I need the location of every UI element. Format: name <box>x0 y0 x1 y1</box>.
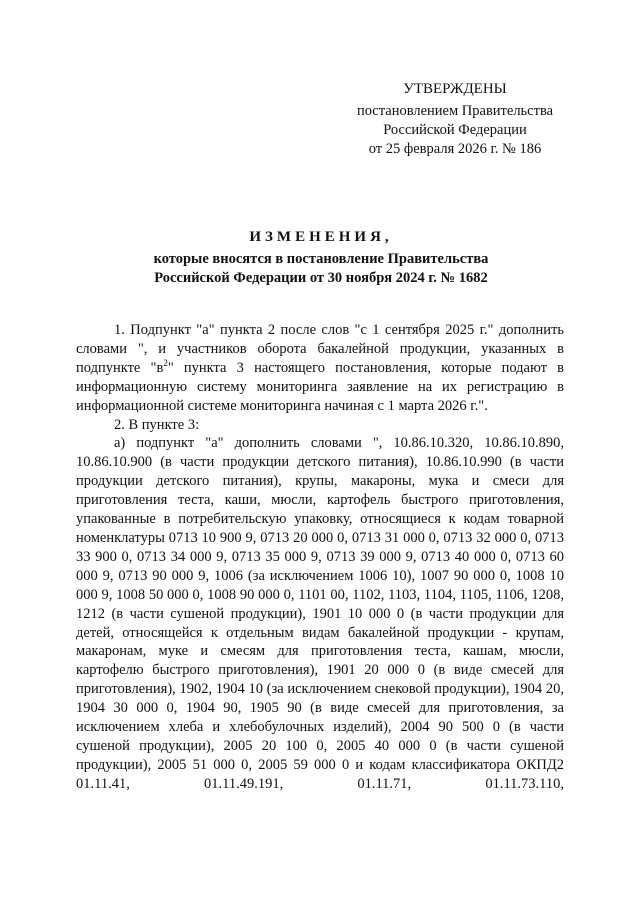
approval-line-2: Российской Федерации <box>383 122 527 138</box>
approval-stamp-title: УТВЕРЖДЕНЫ <box>403 81 507 97</box>
paragraph-1-part-a: 1. Подпункт "а" пункта 2 после слов "с 1 сентября 2025 г." дополнить словами ", и участников оборота бакалейной продукции, указанных в подпункте "в <box>76 322 564 376</box>
approval-line-3: от 25 февраля 2026 г. № 186 <box>368 141 542 157</box>
document-title: ИЗМЕНЕНИЯ, <box>249 229 393 245</box>
paragraph-1-part-b: " пункта 3 настоящего постановления, которые подают в информационную систему мониторинга заявление на их регистрацию в информационной системе мониторинга начиная с 1 марта 2026 г.". <box>76 359 564 414</box>
document-subtitle <box>70 250 572 288</box>
paragraph-1 <box>76 321 564 416</box>
document-body <box>76 321 564 794</box>
approval-line-1: постановлением Правительства <box>356 103 554 119</box>
document-subtitle-line-1: которые вносятся в постановление Правительства <box>153 251 489 267</box>
paragraph-2: 2. В пункте 3: <box>114 416 200 433</box>
document-subtitle-line-2: Российской Федерации от 30 ноября 2024 г. № 1682 <box>154 270 488 286</box>
paragraph-3: а) подпункт "а" дополнить словами ", 10.86.10.320, 10.86.10.890, 10.86.10.900 (в части продукции детского питания), 10.86.10.990 (в части продукции детского питания), крупы, макароны, мука и смеси для приготовления теста, каши, мюсли, картофель быстрого приготовления, упакованные в потребительскую упаковку, относящиеся к кодам товарной номенклатуры 0713 10 900 9, 0713 20 000 0, 0713 31 000 0, 0713 32 000 0, 0713 33 900 0, 0713 34 000 9, 0713 35 000 9, 0713 39 000 9, 0713 40 000 0, 0713 60 000 9, 0713 90 000 9, 1006 (за исключением 1006 10), 1007 90 000 0, 1008 10 000 9, 1008 50 000 0, 1008 90 000 0, 1101 00, 1102, 1103, 1104, 1105, 1106, 1208, 1212 (в части сушеной продукции), 1901 10 000 0 (в части продукции для детей, относящейся к отдельным видам бакалейной продукции - крупам, макаронам, муке и смесям для приготовления теста, кашам, мюсли, картофелю быстрого приготовления), 1901 20 000 0 (в виде смесей для приготовления), 1902, 1904 10 (за исключением снековой продукции), 1904 20, 1904 30 000 0, 1904 90, 1905 90 (в виде смесей для приготовления, за исключением хлеба и хлебобулочных изделий), 2004 90 500 0 (в части сушеной продукции), 2005 20 100 0, 2005 40 000 0 (в части сушеной продукции), 2005 51 000 0, 2005 59 000 0 и кодам классификатора ОКПД2 01.11.41, 01.11.49.191, 01.11.71, 01.11.73.110, <box>76 435 564 792</box>
superscript-mark: 2 <box>163 357 168 368</box>
approval-block <box>340 80 570 159</box>
